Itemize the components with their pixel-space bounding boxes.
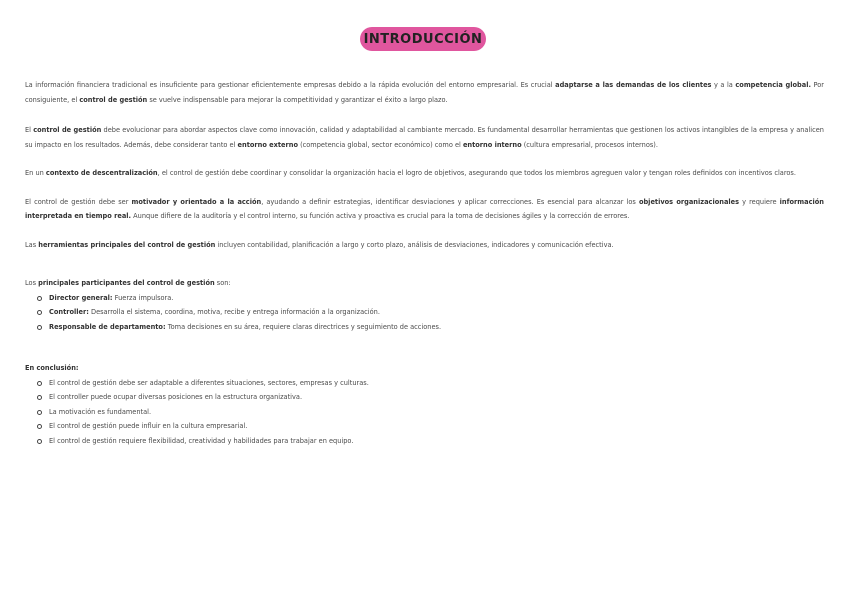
emphasis: En conclusión: <box>25 364 79 372</box>
emphasis: control de gestión <box>79 95 148 104</box>
participant-desc: Desarrolla el sistema, coordina, motiva, recibe y entrega información a la organización. <box>88 308 380 316</box>
text: Por consiguiente, el <box>25 81 824 104</box>
participant-role: Director general: <box>49 293 113 302</box>
conclusion-text: El control de gestión debe ser adaptable a diferentes situaciones, sectores, empresas y culturas. <box>49 378 369 387</box>
participants-list <box>25 291 824 335</box>
participant-role: Controller: <box>49 308 89 316</box>
text: , el control de gestión debe coordinar y consolidar la organización hacia el logro de objetivos, asegurando que todos los miembros agreguen valor y tengan roles definidos con incentivos claros. <box>157 169 796 177</box>
emphasis: información interpretada en tiempo real. <box>25 197 824 220</box>
emphasis: principales participantes del control de gestión <box>38 279 215 287</box>
emphasis: adaptarse a las demandas de los clientes <box>555 81 712 89</box>
text: y a la <box>711 81 736 89</box>
emphasis: entorno interno <box>462 140 522 149</box>
text: Las <box>25 240 39 249</box>
conclusion-text: El controller puede ocupar diversas posiciones en la estructura organizativa. <box>49 393 303 401</box>
list-item <box>37 405 824 420</box>
paragraph-motivation <box>25 195 824 224</box>
emphasis: contexto de descentralización <box>45 169 158 177</box>
bullet-icon <box>37 395 42 400</box>
text: y requiere <box>739 197 780 206</box>
emphasis: motivador y orientado a la acción <box>131 197 262 206</box>
text: El <box>25 126 34 134</box>
paragraph-tools <box>25 238 824 253</box>
text: En un <box>25 169 46 177</box>
bullet-icon <box>37 424 42 429</box>
emphasis: control de gestión <box>33 126 102 134</box>
emphasis: entorno externo <box>237 140 298 149</box>
list-item <box>37 390 824 405</box>
emphasis: herramientas principales del control de gestión <box>38 240 216 249</box>
text: El control de gestión debe ser <box>25 197 132 206</box>
text: Los <box>25 279 39 287</box>
text: debe evolucionar para abordar aspectos clave como innovación, calidad y adaptabilidad al cambiante mercado. Es fundamental desarrollar herramientas que gestionen los activos intangibles de la empresa y analicen su impacto en los resultados. Además, debe considerar tanto el <box>25 126 824 149</box>
participant-desc: Fuerza impulsora. <box>112 293 174 302</box>
list-item <box>37 305 824 320</box>
bullet-icon <box>37 325 42 330</box>
conclusion-text: La motivación es fundamental. <box>49 407 152 416</box>
text: son: <box>214 279 231 287</box>
participant-role: Responsable de departamento: <box>49 322 166 331</box>
participant-desc: Toma decisiones en su área, requiere claras directrices y seguimiento de acciones. <box>165 322 442 331</box>
text: (cultura empresarial, procesos internos). <box>521 140 658 149</box>
paragraph-decentralization <box>25 166 824 181</box>
text: Aunque difiere de la auditoría y el control interno, su función activa y proactiva es crucial para la toma de decisiones ágiles y la corrección de errores. <box>131 212 630 220</box>
paragraph-participants <box>25 276 824 291</box>
list-item <box>37 376 824 391</box>
list-item <box>37 320 824 335</box>
title-badge <box>360 27 486 51</box>
document-body <box>25 78 824 448</box>
conclusion-heading <box>25 361 824 376</box>
page-title: INTRODUCCIÓN <box>363 31 483 47</box>
text: , ayudando a definir estrategias, identificar desviaciones y aplicar correcciones. Es esencial para alcanzar los <box>261 197 639 206</box>
conclusion-text: El control de gestión requiere flexibilidad, creatividad y habilidades para trabajar en equipo. <box>49 436 354 445</box>
list-item <box>37 419 824 434</box>
conclusion-text: El control de gestión puede influir en la cultura empresarial. <box>49 422 248 430</box>
bullet-icon <box>37 381 42 386</box>
paragraph-financial-info <box>25 78 824 107</box>
paragraph-evolution <box>25 123 824 152</box>
text: se vuelve indispensable para mejorar la competitividad y garantizar el éxito a largo plazo. <box>147 95 448 104</box>
text: La información financiera tradicional es insuficiente para gestionar eficientemente empresas debido a la rápida evolución del entorno empresarial. Es crucial <box>25 81 556 89</box>
text: (competencia global, sector económico) como el <box>297 140 463 149</box>
text: incluyen contabilidad, planificación a largo y corto plazo, análisis de desviaciones, indicadores y comunicación efectiva. <box>215 240 614 249</box>
bullet-icon <box>37 296 42 301</box>
bullet-icon <box>37 410 42 415</box>
list-item <box>37 434 824 449</box>
emphasis: competencia global. <box>735 81 811 89</box>
list-item <box>37 291 824 306</box>
emphasis: objetivos organizacionales <box>638 197 740 206</box>
bullet-icon <box>37 310 42 315</box>
bullet-icon <box>37 439 42 444</box>
conclusion-list <box>25 376 824 449</box>
